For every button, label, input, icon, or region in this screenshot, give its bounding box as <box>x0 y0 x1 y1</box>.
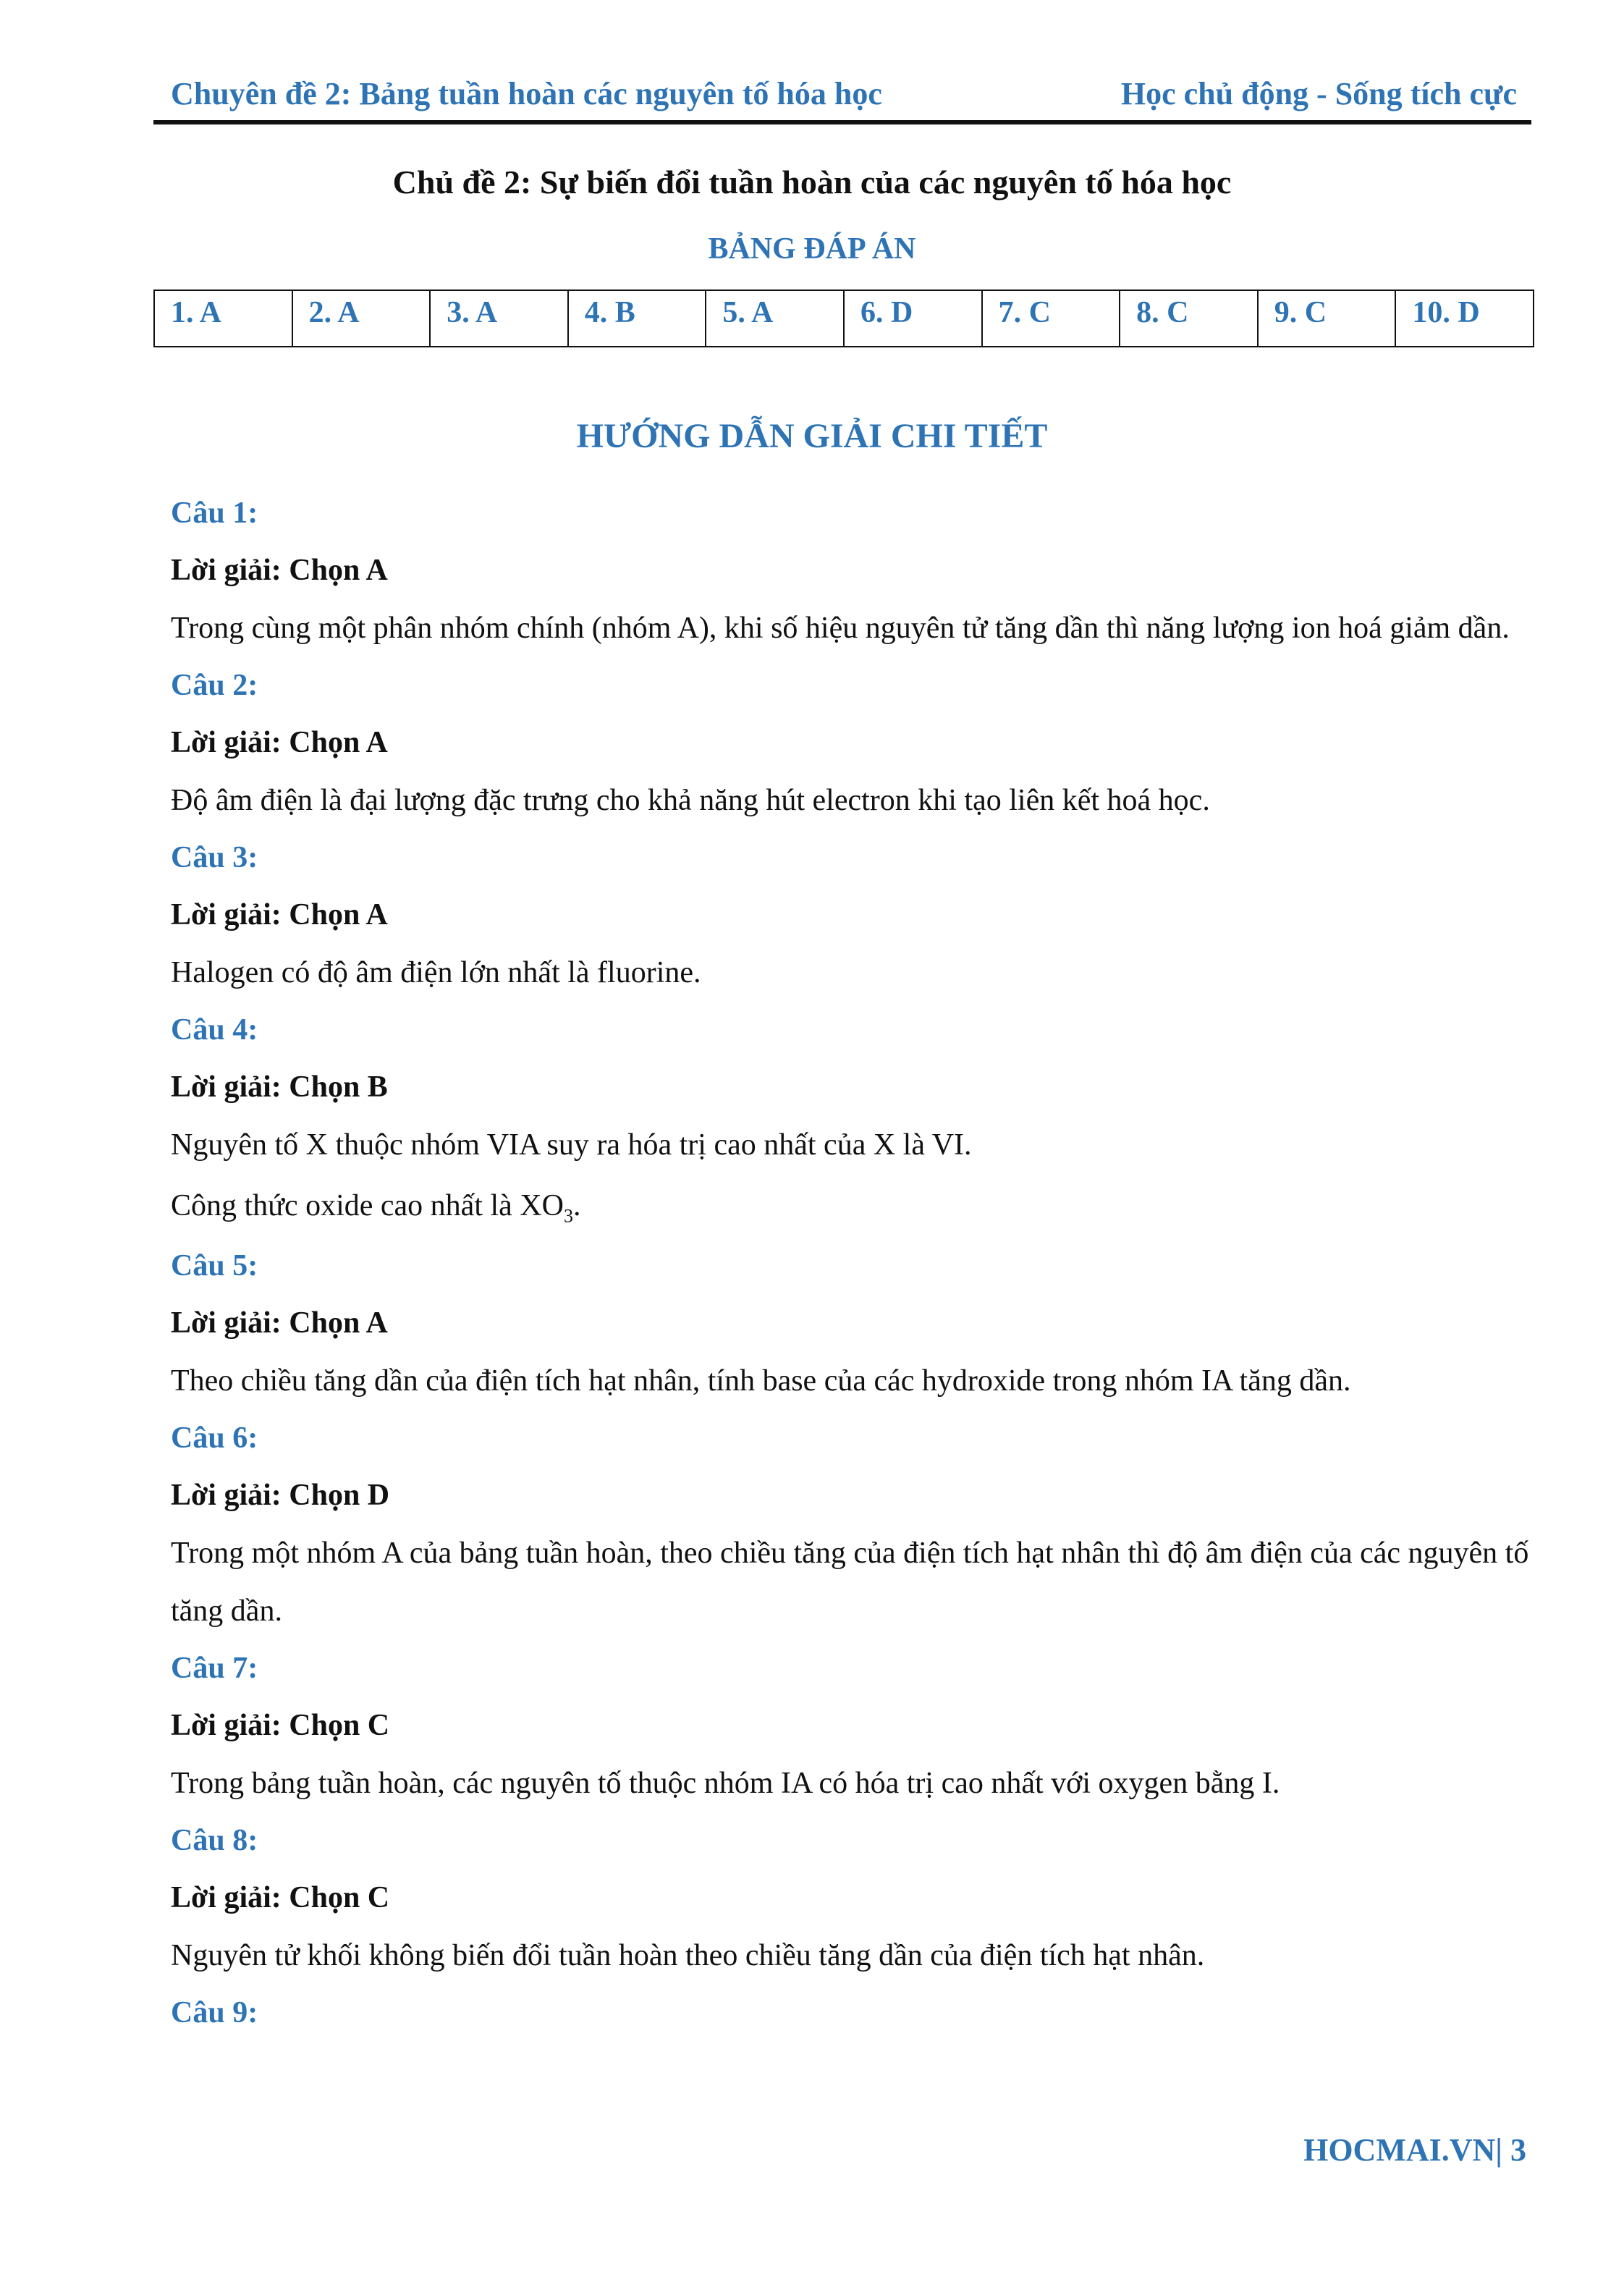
answer-cell: 1. A <box>154 290 292 347</box>
question-label: Câu 5: <box>171 1249 258 1283</box>
question-label: Câu 7: <box>171 1652 258 1685</box>
question-block <box>171 1002 1539 1238</box>
formula-suffix: . <box>572 1189 581 1222</box>
question-label: Câu 4: <box>171 1013 258 1047</box>
answer-cell: 2. A <box>292 290 431 347</box>
solution-label: Lời giải: Chọn D <box>171 1479 390 1512</box>
question-label: Câu 3: <box>171 841 258 874</box>
chemical-formula: $XO_3$ <box>520 1189 573 1227</box>
solution-paragraph: Độ âm điện là đại lượng đặc trưng cho khả năng hút electron khi tạo liên kết hoá học. <box>171 784 1210 817</box>
solution-label: Lời giải: Chọn A <box>171 726 388 759</box>
question-block <box>171 1410 1539 1640</box>
answer-cell: 5. A <box>706 290 844 347</box>
question-block <box>171 1812 1539 1985</box>
detailed-guide-heading: HƯỚNG DẪN GIẢI CHI TIẾT <box>576 417 1048 455</box>
solution-paragraph: Nguyên tố X thuộc nhóm VIA suy ra hóa trị cao nhất của X là VI. <box>171 1128 972 1162</box>
question-block <box>171 1640 1539 1812</box>
formula-paragraph <box>171 1174 1539 1238</box>
page-title: Chủ đề 2: Sự biến đổi tuần hoàn của các nguyên tố hóa học <box>392 164 1232 200</box>
formula-prefix: Công thức oxide cao nhất là <box>171 1189 520 1222</box>
answer-table-row <box>154 290 1534 347</box>
solution-paragraph: Trong một nhóm A của bảng tuần hoàn, theo chiều tăng của điện tích hạt nhân thì độ âm điện của các nguyên tố tăng dần. <box>171 1537 1529 1628</box>
page-header <box>153 69 1531 124</box>
question-block <box>171 1985 1539 2041</box>
page-footer: HOCMAI.VN| 3 <box>1303 2132 1526 2168</box>
solution-label: Lời giải: Chọn C <box>171 1709 390 1742</box>
header-slogan: Học chủ động - Sống tích cực <box>1120 76 1517 111</box>
question-block <box>171 657 1539 829</box>
question-block <box>171 485 1539 657</box>
solution-label: Lời giải: Chọn A <box>171 554 388 587</box>
solution-paragraph: Theo chiều tăng dần của điện tích hạt nhân, tính base của các hydroxide trong nhóm IA tăng dần. <box>171 1364 1351 1398</box>
solution-paragraph: Trong bảng tuần hoàn, các nguyên tố thuộc nhóm IA có hóa trị cao nhất với oxygen bằng I. <box>171 1767 1280 1800</box>
solution-label: Lời giải: Chọn A <box>171 898 388 931</box>
solution-paragraph: Nguyên tử khối không biến đổi tuần hoàn theo chiều tăng dần của điện tích hạt nhân. <box>171 1939 1205 1972</box>
question-label: Câu 6: <box>171 1421 258 1455</box>
answer-cell: 4. B <box>568 290 706 347</box>
question-block <box>171 829 1539 1002</box>
solution-label: Lời giải: Chọn C <box>171 1881 390 1914</box>
solution-paragraph: Trong cùng một phân nhóm chính (nhóm A), khi số hiệu nguyên tử tăng dần thì năng lượng ion hoá giảm dần. <box>171 612 1510 645</box>
solution-label: Lời giải: Chọn A <box>171 1306 388 1340</box>
solutions-content <box>171 485 1539 2041</box>
answer-cell: 8. C <box>1120 290 1258 347</box>
solution-label: Lời giải: Chọn B <box>171 1070 388 1104</box>
answer-table <box>153 290 1534 347</box>
answer-cell: 6. D <box>844 290 982 347</box>
question-label: Câu 1: <box>171 497 258 530</box>
question-label: Câu 2: <box>171 669 258 702</box>
header-chapter-title: Chuyên đề 2: Bảng tuần hoàn các nguyên tố hóa học <box>171 76 882 111</box>
answer-cell: 7. C <box>982 290 1120 347</box>
question-label: Câu 8: <box>171 1824 258 1857</box>
solution-paragraph: Halogen có độ âm điện lớn nhất là fluorine. <box>171 956 701 989</box>
question-block <box>171 1238 1539 1410</box>
answer-cell: 9. C <box>1258 290 1396 347</box>
answer-cell: 10. D <box>1395 290 1534 347</box>
answer-cell: 3. A <box>430 290 568 347</box>
question-label: Câu 9: <box>171 1996 258 2029</box>
answer-table-heading: BẢNG ĐÁP ÁN <box>708 232 916 266</box>
